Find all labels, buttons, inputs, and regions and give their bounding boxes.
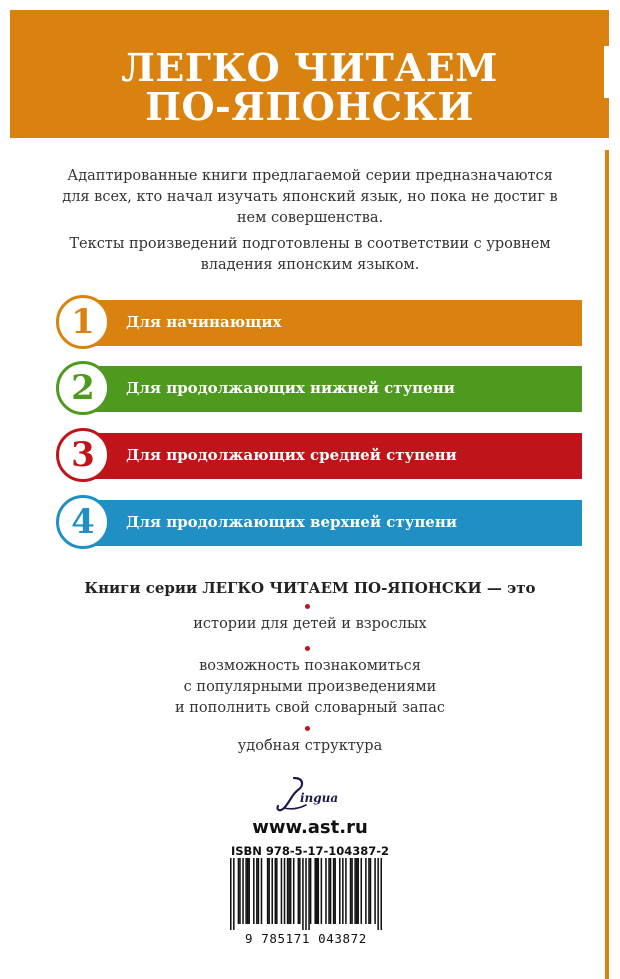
barcode-bar <box>299 858 301 924</box>
barcode-bar <box>310 858 312 924</box>
barcode-bar <box>354 858 356 924</box>
barcode-bar <box>328 858 330 924</box>
barcode-bar <box>276 858 278 924</box>
book-series-title <box>10 45 609 129</box>
barcode-bar <box>370 858 372 924</box>
isbn-number: ISBN 978-5-17-104387-2 <box>230 844 390 858</box>
barcode-bar <box>268 858 270 924</box>
feature-2-line-3: и пополнить свой словарный запас <box>174 700 446 716</box>
feature-2-line-1: возможность познакомиться <box>199 658 421 674</box>
bullet-dot <box>305 646 310 651</box>
barcode <box>230 858 382 930</box>
level-label-3: Для продолжающих средней ступени <box>126 446 457 464</box>
barcode-bar <box>287 858 289 924</box>
publisher-website: www.ast.ru <box>252 817 368 838</box>
barcode-bar <box>302 858 304 930</box>
barcode-bar <box>356 858 358 924</box>
barcode-bar <box>351 858 353 924</box>
feature-1-line-1: истории для детей и взрослых <box>193 616 427 632</box>
barcode-bar <box>293 858 295 924</box>
level-number-2: 2 <box>56 361 110 415</box>
barcode-bar <box>350 858 352 924</box>
barcode-bar <box>242 858 244 924</box>
barcode-bar <box>365 858 367 924</box>
barcode-bar <box>308 858 310 930</box>
barcode-bar <box>290 858 292 924</box>
feature-2-line-2: с популярными произведениями <box>183 679 437 695</box>
barcode-bar <box>333 858 335 924</box>
barcode-bar <box>239 858 241 924</box>
barcode-bar <box>258 858 260 924</box>
barcode-bar <box>316 858 318 924</box>
barcode-bar <box>261 858 263 924</box>
barcode-bar <box>275 858 277 924</box>
barcode-bar <box>330 858 332 924</box>
barcode-bar <box>357 858 359 924</box>
bullet-dot <box>305 604 310 609</box>
series-heading: Книги серии ЛЕГКО ЧИТАЕМ ПО-ЯПОНСКИ — это <box>84 579 536 597</box>
barcode-bar <box>233 858 235 930</box>
right-edge-rule <box>605 150 609 979</box>
barcode-bar <box>248 858 250 924</box>
barcode-bar <box>271 858 273 924</box>
intro-paragraph-2: Тексты произведений подготовлены в соответствии с уровнем владения японским языком. <box>69 236 551 273</box>
barcode-bar <box>314 858 316 924</box>
barcode-bar <box>245 858 247 924</box>
level-number-3: 3 <box>56 428 110 482</box>
feature-3-line-1: удобная структура <box>237 738 383 754</box>
barcode-bar <box>298 858 300 924</box>
barcode-bar <box>342 858 344 924</box>
barcode-bar <box>377 858 379 930</box>
barcode-digits: 9 785171 043872 <box>245 931 367 946</box>
bullet-dot <box>305 726 310 731</box>
lingua-logo <box>270 774 340 814</box>
feature-item-2 <box>110 656 510 719</box>
barcode-bar <box>230 858 232 930</box>
feature-item-1 <box>110 614 510 635</box>
barcode-bar <box>325 858 327 924</box>
barcode-bar <box>334 858 336 924</box>
barcode-bar <box>284 858 286 924</box>
level-label-1: Для начинающих <box>126 313 282 331</box>
barcode-bar <box>256 858 258 924</box>
level-label-4: Для продолжающих верхней ступени <box>126 513 457 531</box>
level-label-2: Для продолжающих нижней ступени <box>126 379 455 397</box>
barcode-bar <box>374 858 376 924</box>
intro-paragraph-1: Адаптированные книги предлагаемой серии предназначаются для всех, кто начал изучать японский язык, но пока не достиг в нем совершенства. <box>62 168 558 226</box>
barcode-bar <box>288 858 290 924</box>
feature-item-3 <box>110 736 510 757</box>
barcode-bar <box>267 858 269 924</box>
barcode-bar <box>339 858 341 924</box>
barcode-bar <box>318 858 320 924</box>
title-line-2: ПО-ЯПОНСКИ <box>145 84 474 129</box>
barcode-bar <box>361 858 363 924</box>
barcode-bar <box>247 858 249 924</box>
level-number-1: 1 <box>56 295 110 349</box>
barcode-bar <box>253 858 255 924</box>
level-number-4: 4 <box>56 495 110 549</box>
barcode-bar <box>305 858 307 930</box>
barcode-bar <box>238 858 240 924</box>
barcode-bar <box>380 858 382 930</box>
title-line-1: ЛЕГКО ЧИТАЕМ <box>121 45 498 90</box>
barcode-bar <box>368 858 370 924</box>
barcode-bar <box>281 858 283 924</box>
barcode-bar <box>321 858 323 924</box>
svg-text:ingua: ingua <box>300 791 339 805</box>
barcode-bar <box>345 858 347 924</box>
